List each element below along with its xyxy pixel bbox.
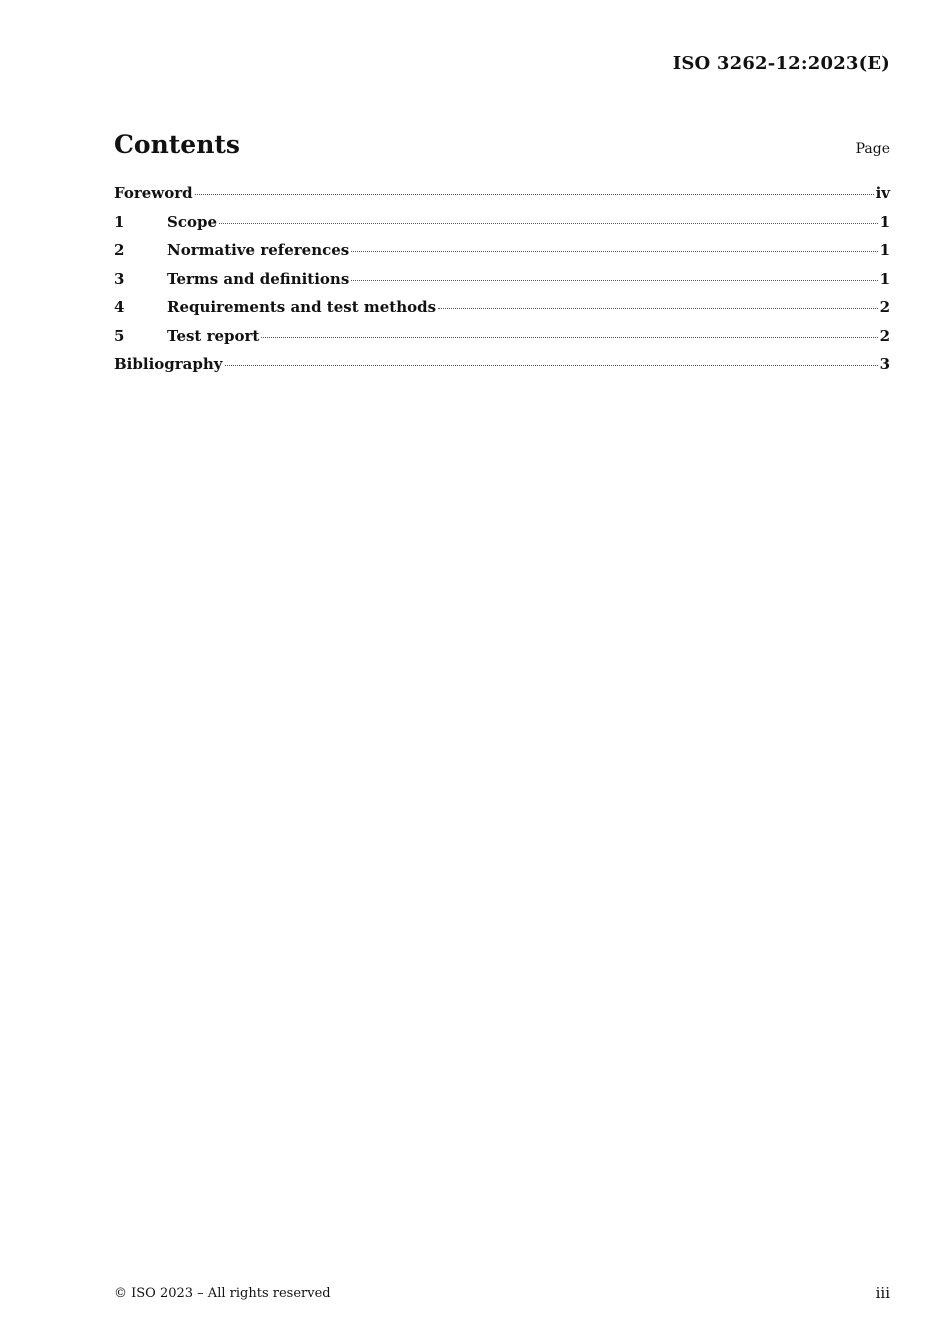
document-id: ISO 3262-12:2023(E)	[672, 53, 890, 74]
toc-entry-foreword[interactable]	[114, 184, 890, 213]
copyright-notice: © ISO 2023 – All rights reserved	[114, 1286, 331, 1301]
dot-leader	[351, 280, 877, 281]
toc-entry-scope[interactable]	[114, 213, 890, 242]
dot-leader	[351, 251, 877, 252]
toc-entry-label: Bibliography	[114, 355, 223, 373]
toc-entry-terms-and-definitions[interactable]	[114, 270, 890, 299]
toc-entry-normative-references[interactable]	[114, 241, 890, 270]
toc-entry-label: Test report	[167, 326, 260, 345]
toc-entry-number: 3	[114, 269, 125, 288]
toc-entry-page: 1	[879, 212, 890, 231]
dot-leader	[438, 308, 878, 309]
page-number: iii	[875, 1284, 890, 1302]
toc-entry-page: 2	[879, 298, 890, 316]
toc-entry-page: 3	[879, 355, 890, 373]
toc-entry-page: 2	[879, 326, 890, 345]
toc-entry-label: Terms and definitions	[167, 269, 350, 288]
dot-leader	[225, 365, 878, 366]
toc-entry-label: Foreword	[114, 184, 193, 202]
toc-entry-requirements-and-test-methods[interactable]	[114, 298, 890, 327]
toc-entry-label: Requirements and test methods	[167, 298, 437, 316]
toc-entry-bibliography[interactable]	[114, 355, 890, 384]
toc-entry-label: Normative references	[167, 241, 350, 259]
dot-leader	[195, 194, 874, 195]
page-column-label: Page	[855, 141, 890, 157]
toc-entry-page: 1	[879, 269, 890, 288]
dot-leader	[219, 223, 878, 224]
toc-entry-number: 4	[114, 298, 125, 316]
toc-entry-page: 1	[879, 241, 890, 259]
toc-entry-label: Scope	[167, 212, 218, 231]
toc-entry-test-report[interactable]	[114, 327, 890, 356]
toc-entry-number: 2	[114, 241, 125, 259]
toc-entry-number: 1	[114, 212, 125, 231]
toc-entry-number: 5	[114, 326, 125, 345]
dot-leader	[261, 337, 877, 338]
table-of-contents	[114, 184, 890, 384]
toc-entry-page: iv	[875, 184, 890, 202]
toc-title: Contents	[114, 130, 241, 159]
